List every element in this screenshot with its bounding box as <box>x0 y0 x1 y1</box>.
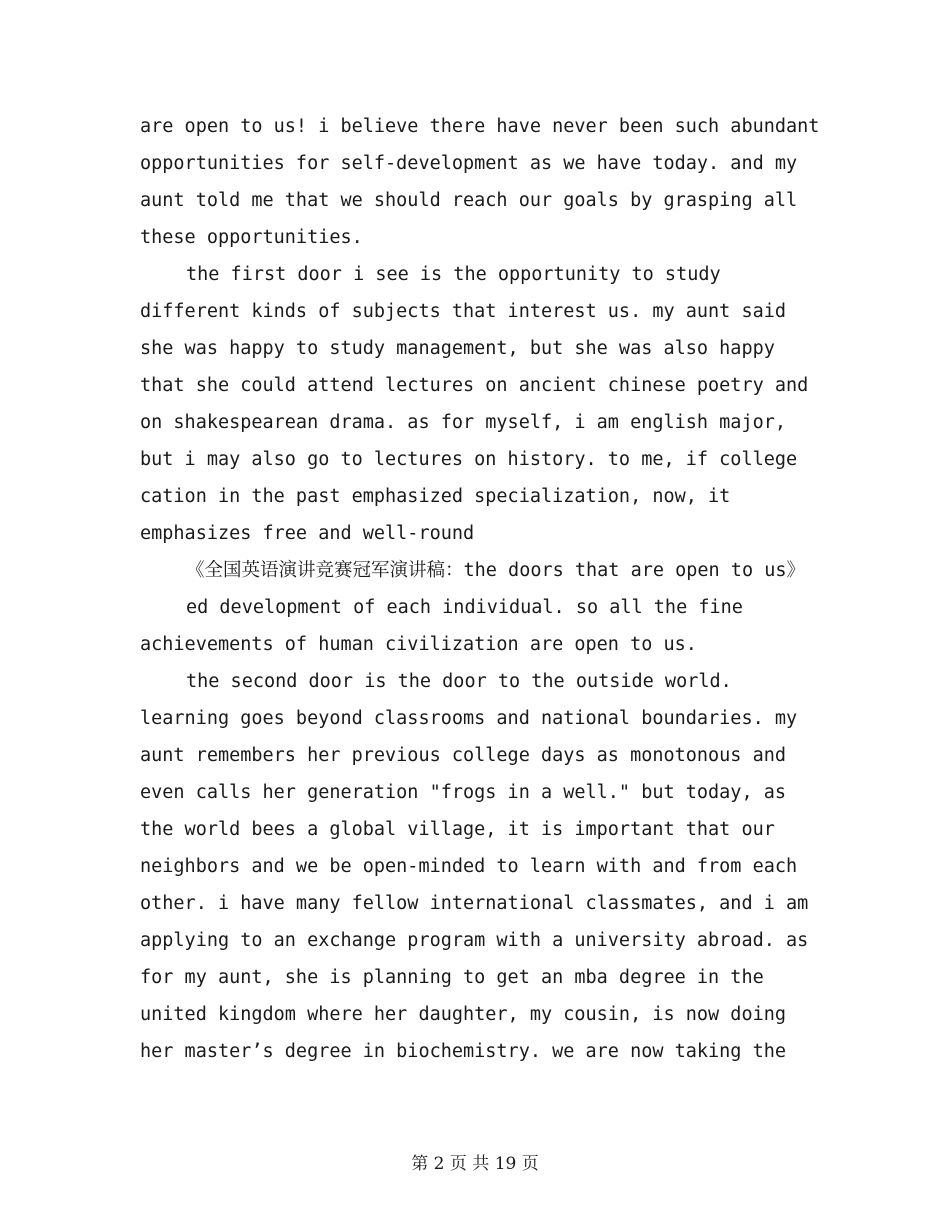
document-title-line: 《全国英语演讲竞赛冠军演讲稿：the doors that are open to us》 <box>186 560 806 581</box>
page-number-footer <box>0 1152 950 1176</box>
paragraph-first-door: the first door i see is the opportunity to study different kinds of subjects that interest us. my aunt said she was happy to study management, but she was also happy that she could attend lectures on ancient chinese poetry and on shakespearean drama. as for myself, i am english major, but i may also go to lectures on history. to me, if college cation in the past emphasized specialization, now, it emphasizes free and well-round <box>140 264 809 544</box>
paragraph-second-door: the second door is the door to the outside world. learning goes beyond classrooms and national boundaries. my aunt remembers her previous college days as monotonous and even calls her generation "frogs in a well." but today, as the world bees a global village, it is important that our neighbors and we be open-minded to learn with and from each other. i have many fellow international classmates, and i am applying to an exchange program with a university abroad. as for my aunt, she is planning to get an mba degree in the united kingdom where her daughter, my cousin, is now doing her master’s degree in biochemistry. we are now taking the <box>140 671 809 1062</box>
paragraph-development: ed development of each individual. so all the fine achievements of human civilization are open to us. <box>140 597 743 655</box>
paragraph-continuation: are open to us! i believe there have never been such abundant opportunities for self-development as we have today. and my aunt told me that we should reach our goals by grasping all these opportunities. <box>140 116 820 248</box>
page-number-label: 第 2 页 共 19 页 <box>411 1154 539 1174</box>
document-body <box>140 108 820 1070</box>
